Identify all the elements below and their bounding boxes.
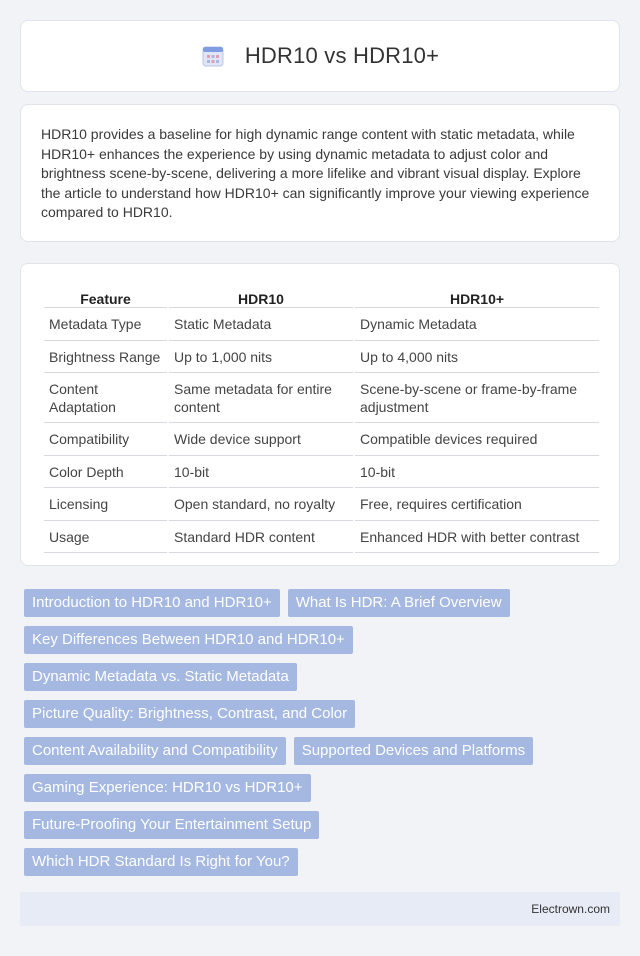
table-cell: 10-bit [169,458,353,489]
topic-tag-gaming[interactable]: Gaming Experience: HDR10 vs HDR10+ [24,774,311,802]
intro-card [20,104,620,242]
table-cell: Standard HDR content [169,523,353,554]
table-cell: Scene-by-scene or frame-by-frame adjustment [355,375,599,423]
calendar-icon [201,44,225,68]
topic-tag-what-is-hdr[interactable]: What Is HDR: A Brief Overview [288,589,510,617]
comparison-table-card [20,263,620,566]
table-cell: Content Adaptation [44,375,167,423]
topic-tag-future-proofing[interactable]: Future-Proofing Your Entertainment Setup [24,811,319,839]
topic-tag-list [24,589,616,885]
topic-tag-metadata[interactable]: Dynamic Metadata vs. Static Metadata [24,663,297,691]
topic-tag-content-availability[interactable]: Content Availability and Compatibility [24,737,286,765]
topic-tag-introduction[interactable]: Introduction to HDR10 and HDR10+ [24,589,280,617]
table-cell: Brightness Range [44,343,167,374]
table-cell: 10-bit [355,458,599,489]
column-header-hdr10plus: HDR10+ [355,286,599,308]
table-row [44,310,599,341]
intro-text: HDR10 provides a baseline for high dynamic range content with static metadata, while HDR10+ enhances the experience by using dynamic metadata to adjust color and brightness scene-by-scene, delivering a more lifelike and vibrant visual display. Explore the article to understand how HDR10+ can significantly improve your viewing experience compared to HDR10. [41,126,590,220]
table-cell: Metadata Type [44,310,167,341]
table-row [44,375,599,423]
table-header-row [44,286,599,308]
table-row [44,523,599,554]
topic-tag-picture-quality[interactable]: Picture Quality: Brightness, Contrast, and Color [24,700,355,728]
header-card [20,20,620,92]
table-row [44,490,599,521]
table-cell: Usage [44,523,167,554]
table-cell: Same metadata for entire content [169,375,353,423]
table-row [44,458,599,489]
table-cell: Color Depth [44,458,167,489]
topic-tag-supported-devices[interactable]: Supported Devices and Platforms [294,737,533,765]
table-cell: Dynamic Metadata [355,310,599,341]
topic-tag-which-standard[interactable]: Which HDR Standard Is Right for You? [24,848,298,876]
table-cell: Up to 4,000 nits [355,343,599,374]
column-header-feature: Feature [44,286,167,308]
comparison-table [42,284,601,555]
page-title: HDR10 vs HDR10+ [244,43,440,68]
column-header-hdr10: HDR10 [169,286,353,308]
table-cell: Static Metadata [169,310,353,341]
table-cell: Wide device support [169,425,353,456]
footer-site-link[interactable]: Electrown.com [531,902,610,916]
footer [20,892,620,926]
table-cell: Compatible devices required [355,425,599,456]
table-cell: Enhanced HDR with better contrast [355,523,599,554]
table-cell: Licensing [44,490,167,521]
table-cell: Up to 1,000 nits [169,343,353,374]
table-cell: Free, requires certification [355,490,599,521]
table-row [44,343,599,374]
table-cell: Compatibility [44,425,167,456]
topic-tag-key-differences[interactable]: Key Differences Between HDR10 and HDR10+ [24,626,353,654]
table-row [44,425,599,456]
table-cell: Open standard, no royalty [169,490,353,521]
